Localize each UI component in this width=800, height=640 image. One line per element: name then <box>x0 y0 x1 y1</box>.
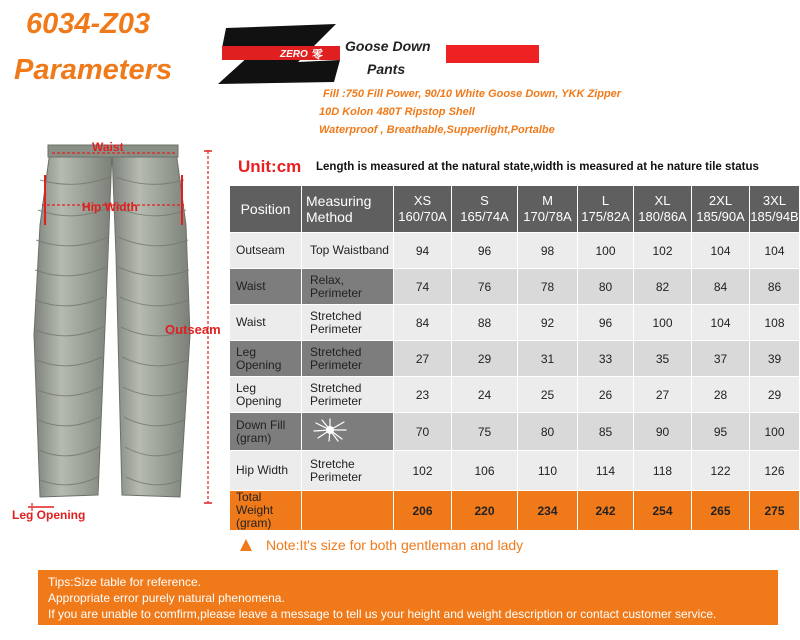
header-size: L 175/82A <box>578 186 634 233</box>
header-size: XL 180/86A <box>634 186 692 233</box>
header-position: Position <box>230 186 302 233</box>
svg-text:零: 零 <box>312 48 323 61</box>
tips-line: Appropriate error purely natural phenomena. <box>48 591 285 605</box>
zero-logo <box>216 24 346 84</box>
product-line-2: Pants <box>367 61 406 77</box>
table-total-row: Total Weight (gram) 206 220 234 242 254 265 275 <box>230 491 800 531</box>
tips-line: If you are unable to comfirm,please leave a message to tell us your height and weight description or contact customer service. <box>48 607 717 621</box>
spec-line-features: Waterproof , Breathable,Supperlight,Portalbe <box>319 124 555 136</box>
table-header-row <box>230 186 800 233</box>
unit-label: Unit:cm <box>238 157 302 176</box>
triangle-up-icon <box>240 539 252 551</box>
header-size: S 165/74A <box>452 186 518 233</box>
red-color-swatch <box>446 45 539 63</box>
table-row: Leg Opening Stretched Perimeter 23 24 25 26 27 28 29 <box>230 377 800 413</box>
product-line-1: Goose Down <box>345 38 431 54</box>
header-size: 2XL 185/90A <box>692 186 750 233</box>
tips-box <box>38 570 778 625</box>
down-feather-icon <box>310 417 350 443</box>
note-text: Note:It's size for both gentleman and lady <box>240 537 523 553</box>
diagram-label-leg-opening: Leg Opening <box>12 508 86 522</box>
table-row: Leg Opening Stretched Perimeter 27 29 31 33 35 37 39 <box>230 341 800 377</box>
down-fill-cell <box>302 413 394 451</box>
model-title: 6034-Z03 <box>26 8 151 40</box>
section-title: Parameters <box>14 54 172 86</box>
table-row: Hip Width Stretche Perimeter 102 106 110 114 118 122 126 <box>230 451 800 491</box>
unit-note: Length is measured at the natural state,width is measured at he nature tile status <box>316 161 759 173</box>
table-row: Outseam Top Waistband 94 96 98 100 102 104 104 <box>230 233 800 269</box>
spec-line-fill: Fill :750 Fill Power, 90/10 White Goose Down, YKK Zipper <box>323 88 622 100</box>
header-method: Measuring Method <box>302 186 394 233</box>
size-table <box>229 185 800 531</box>
tips-line: Tips:Size table for reference. <box>48 575 201 589</box>
diagram-label-hip: Hip Width <box>82 200 138 214</box>
header-size: 3XL 185/94B <box>750 186 800 233</box>
diagram-label-waist: Waist <box>92 140 124 154</box>
svg-text:ZERO: ZERO <box>280 49 308 60</box>
table-row: Waist Stretched Perimeter 84 88 92 96 100 104 108 <box>230 305 800 341</box>
header-size: M 170/78A <box>518 186 578 233</box>
diagram-label-outseam: Outseam <box>165 322 221 337</box>
table-row: Waist Relax, Perimeter 74 76 78 80 82 84 86 <box>230 269 800 305</box>
header-size: XS 160/70A <box>394 186 452 233</box>
table-row: Down Fill (gram) 70 75 80 85 90 95 100 <box>230 413 800 451</box>
spec-line-shell: 10D Kolon 480T Ripstop Shell <box>319 106 475 118</box>
